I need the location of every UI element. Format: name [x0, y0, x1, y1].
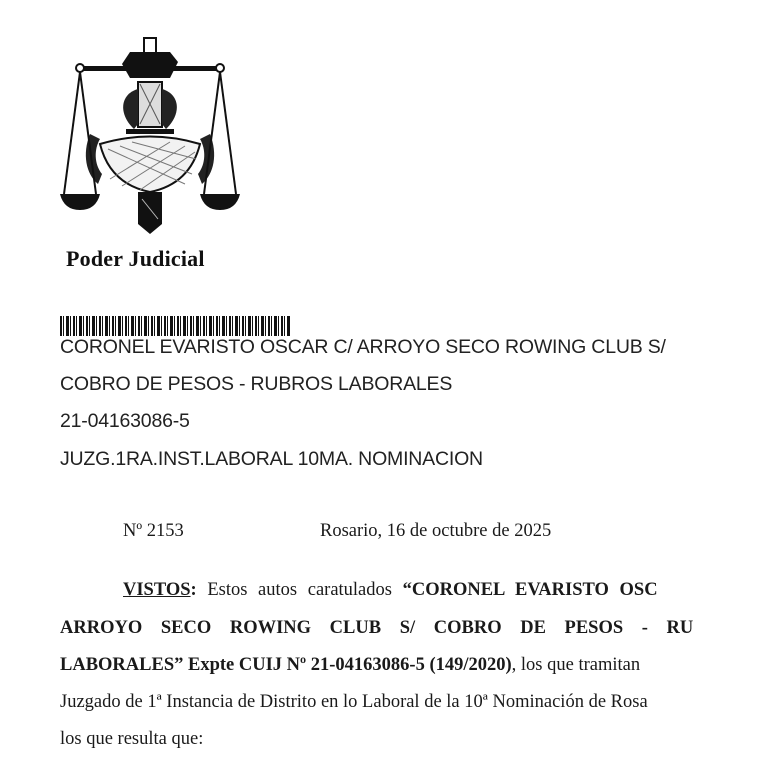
body-line-1-bold: “CORONEL EVARISTO OSC — [402, 580, 658, 600]
scales-of-justice-crest-icon — [60, 34, 240, 239]
court-name: JUZG.1RA.INST.LABORAL 10MA. NOMINACION — [60, 448, 483, 470]
body-line-2 — [60, 618, 770, 639]
body-line-4: Juzgado de 1ª Instancia de Distrito en lo Laboral de la 10ª Nominación de Rosa — [60, 692, 648, 712]
case-barcode — [60, 316, 290, 336]
case-title-line-2: COBRO DE PESOS - RUBROS LABORALES — [60, 373, 453, 395]
resolution-number: Nº 2153 — [123, 521, 184, 541]
body-line-3-bold: LABORALES” Expte CUIJ Nº 21-04163086-5 (149/2020) — [60, 655, 512, 675]
case-title-line-1: CORONEL EVARISTO OSCAR C/ ARROYO SECO ROWING CLUB S/ — [60, 336, 666, 358]
vistos-colon: : — [190, 580, 197, 600]
body-line-2-bold: ARROYO SECO ROWING CLUB S/ COBRO DE PESOS - RU — [60, 618, 694, 638]
vistos-label: VISTOS — [123, 580, 191, 600]
case-cuij: 21-04163086-5 — [60, 410, 190, 432]
organization-name: Poder Judicial — [66, 246, 205, 271]
body-line-1-text: Estos autos caratulados — [196, 580, 403, 600]
body-line-5: los que resulta que: — [60, 729, 204, 749]
body-line-3 — [60, 655, 770, 676]
body-line-3-text: , los que tramitan — [511, 655, 641, 675]
place-date: Rosario, 16 de octubre de 2025 — [320, 521, 552, 541]
body-line-1 — [123, 580, 770, 601]
